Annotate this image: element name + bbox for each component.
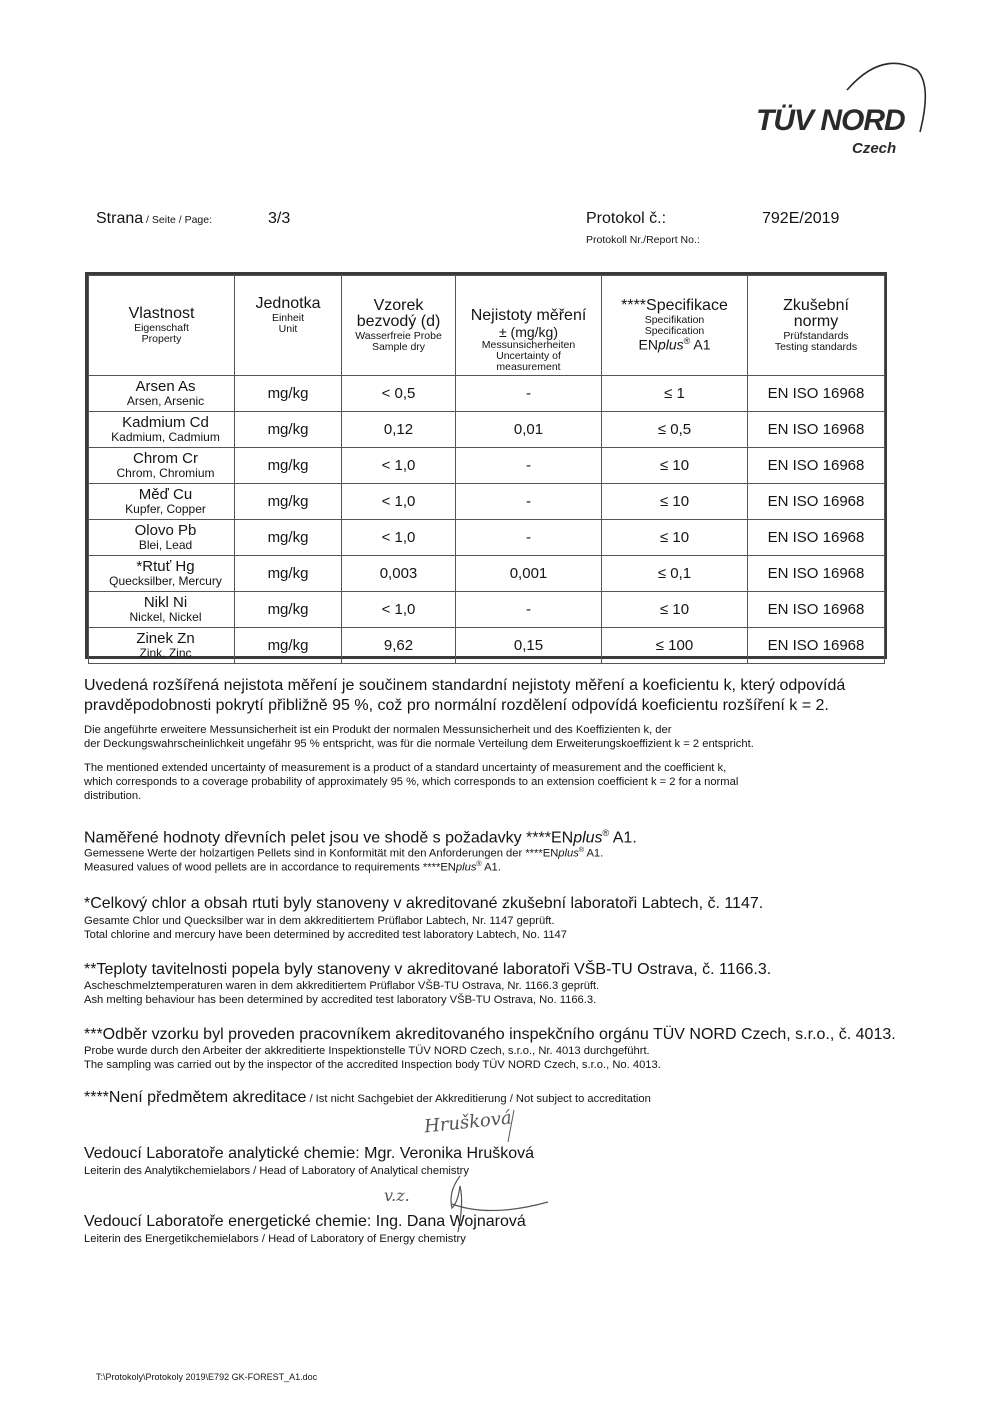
tuv-nord-logo [752,60,932,160]
accreditation-note: ****Není předmětem akreditace / Ist nicht Sachgebiet der Akkreditierung / Not subject to accreditation [84,1089,651,1106]
cell-unit: mg/kg [235,484,342,520]
cell-norm: EN ISO 16968 [748,448,885,484]
table-row [89,376,885,412]
cell-value: < 1,0 [342,592,456,628]
sampling-note-en: The sampling was carried out by the inspector of the accredited Inspection body TÜV NORD Czech, s.r.o., No. 4013. [84,1059,661,1071]
cell-unit: mg/kg [235,520,342,556]
cell-unit: mg/kg [235,556,342,592]
ash-note-cz: **Teploty tavitelnosti popela byly stanoveny v akreditované laboratoři VŠB-TU Ostrava, č. 1166.3. [84,961,772,978]
cell-norm: EN ISO 16968 [748,484,885,520]
sampling-note-cz: ***Odběr vzorku byl proveden pracovníkem akreditovaného inspekčního orgánu TÜV NORD Czech, s.r.o., č. 4013. [84,1026,896,1043]
cell-uncertainty: - [456,376,602,412]
head-analytical-lab: Vedoucí Laboratoře analytické chemie: Mgr. Veronika Hrušková [84,1145,535,1162]
ash-note-de: Ascheschmelztemperaturen waren in dem akkreditiertem Prüflabor VŠB-TU Ostrava, Nr. 1166.3 geprüft. [84,980,600,992]
uncertainty-note-de-1: Die angeführte erweitere Messunsicherheit ist ein Produkt der normalen Messunsicherheit und des Koeffizienten k, der [84,724,672,736]
cell-uncertainty: - [456,484,602,520]
cell-value: 0,003 [342,556,456,592]
signature-stroke-icon [500,1108,520,1148]
logo-brand: TÜV NORD [756,104,905,137]
table-row [89,520,885,556]
cell-property: Kadmium Cd Kadmium, Cadmium [89,412,235,448]
page-label-rest: / Seite / Page: [143,214,213,226]
cell-uncertainty: 0,001 [456,556,602,592]
uncertainty-note-en-2: which corresponds to a coverage probability of approximately 95 %, which corresponds to an extension coefficient k = 2 for a normal [84,776,739,788]
cell-value: 9,62 [342,628,456,664]
uncertainty-note-en-3: distribution. [84,790,142,802]
cell-value: < 1,0 [342,448,456,484]
uncertainty-note-cz-1: Uvedená rozšířená nejistota měření je součinem standardní nejistoty měření a koeficientu k, který odpovídá [84,677,846,694]
cell-spec: ≤ 10 [602,448,748,484]
cell-spec: ≤ 0,1 [602,556,748,592]
ash-note-en: Ash melting behaviour has been determined by accredited test laboratory VŠB-TU Ostrava, No. 1166.3. [84,994,597,1006]
cell-property: Měď Cu Kupfer, Copper [89,484,235,520]
page-label-cz: Strana [96,210,144,227]
uncertainty-note-cz-2: pravděpodobnosti pokrytí přibližně 95 %, což pro normální rozdělení odpovídá koeficientu rozšíření k = 2. [84,697,829,714]
cell-unit: mg/kg [235,412,342,448]
conformity-cz: Naměřené hodnoty dřevních pelet jsou ve shodě s požadavky ****ENplus® A1. [84,828,637,847]
chlorine-note-en: Total chlorine and mercury have been determined by accredited test laboratory Labtech, No. 1147 [84,929,567,941]
file-path: T:\Protokoly\Protokoly 2019\E792 GK-FOREST_A1.doc [96,1372,318,1382]
cell-uncertainty: 0,15 [456,628,602,664]
cell-value: < 0,5 [342,376,456,412]
cell-unit: mg/kg [235,448,342,484]
cell-norm: EN ISO 16968 [748,520,885,556]
cell-norm: EN ISO 16968 [748,412,885,448]
cell-property: Arsen As Arsen, Arsenic [89,376,235,412]
header-uncertainty: Nejistoty měření ± (mg/kg) Messunsicherheiten Uncertainty of measurement [456,276,602,376]
header-sample: Vzorek bezvodý (d) Wasserfreie Probe Sample dry [342,276,456,376]
cell-property: *Rtuť Hg Quecksilber, Mercury [89,556,235,592]
cell-norm: EN ISO 16968 [748,376,885,412]
chlorine-note-cz: *Celkový chlor a obsah rtuti byly stanoveny v akreditované zkušební laboratoři Labtech, č. 1147. [84,895,764,912]
cell-uncertainty: - [456,448,602,484]
head-energy-lab-sub: Leiterin des Energetikchemielabors / Head of Laboratory of Energy chemistry [84,1233,466,1245]
cell-unit: mg/kg [235,592,342,628]
chlorine-note-de: Gesamte Chlor und Quecksilber war in dem akkreditiertem Prüflabor Labtech, Nr. 1147 geprüft. [84,915,555,927]
signature-hruskova: Hrušková [423,1107,513,1138]
table-row [89,556,885,592]
cell-property: Zinek Zn Zink, Zinc [89,628,235,664]
cell-unit: mg/kg [235,628,342,664]
cell-spec: ≤ 10 [602,592,748,628]
cell-property: Olovo Pb Blei, Lead [89,520,235,556]
page-value: 3/3 [268,210,291,227]
cell-norm: EN ISO 16968 [748,592,885,628]
cell-spec: ≤ 10 [602,520,748,556]
cell-spec: ≤ 100 [602,628,748,664]
header-property: Vlastnost Eigenschaft Property [89,276,235,376]
table-header-row [89,276,885,376]
cell-uncertainty: - [456,592,602,628]
cell-norm: EN ISO 16968 [748,556,885,592]
protocol-value: 792E/2019 [762,210,840,227]
cell-value: < 1,0 [342,484,456,520]
results-table [85,272,887,659]
header-spec: ****Specifikace Specifikation Specification ENplus® A1 [602,276,748,376]
table-row [89,628,885,664]
page-label [96,210,212,228]
table-row [89,592,885,628]
uncertainty-note-de-2: der Deckungswahrscheinlichkeit ungefähr 95 % entspricht, was für die normale Verteilung dem Erweiterungskoeffizient k = 2 entspricht. [84,738,754,750]
cell-uncertainty: 0,01 [456,412,602,448]
cell-unit: mg/kg [235,376,342,412]
sampling-note-de: Probe wurde durch den Arbeiter der akkreditierte Inspektionstelle TÜV NORD Czech, s.r.o., Nr. 4013 durchgeführt. [84,1045,650,1057]
cell-norm: EN ISO 16968 [748,628,885,664]
cell-uncertainty: - [456,520,602,556]
header-unit: Jednotka Einheit Unit [235,276,342,376]
enplus-a1-label: ENplus® A1 [638,336,711,353]
conformity-en: Measured values of wood pellets are in accordance to requirements ****ENplus® A1. [84,861,501,874]
cell-spec: ≤ 0,5 [602,412,748,448]
protocol-label: Protokol č.: [586,210,667,227]
header-norms: Zkušební normy Prüfstandards Testing standards [748,276,885,376]
head-analytical-lab-sub: Leiterin des Analytikchemielabors / Head of Laboratory of Analytical chemistry [84,1165,469,1177]
conformity-de: Gemessene Werte der holzartigen Pellets sind in Konformität mit den Anforderungen der ****ENplus® A1. [84,847,604,860]
cell-value: < 1,0 [342,520,456,556]
logo-sub: Czech [852,140,897,157]
cell-property: Chrom Cr Chrom, Chromium [89,448,235,484]
uncertainty-note-en-1: The mentioned extended uncertainty of measurement is a product of a standard uncertainty of measurement and the coefficient k, [84,762,727,774]
cell-spec: ≤ 10 [602,484,748,520]
head-energy-lab: Vedoucí Laboratoře energetické chemie: Ing. Dana Wojnarová [84,1213,526,1230]
table-row [89,448,885,484]
table-row [89,412,885,448]
protocol-sub: Protokoll Nr./Report No.: [586,234,700,246]
table-row [89,484,885,520]
signature-vz: v.z. [384,1186,410,1205]
cell-value: 0,12 [342,412,456,448]
cell-property: Nikl Ni Nickel, Nickel [89,592,235,628]
cell-spec: ≤ 1 [602,376,748,412]
